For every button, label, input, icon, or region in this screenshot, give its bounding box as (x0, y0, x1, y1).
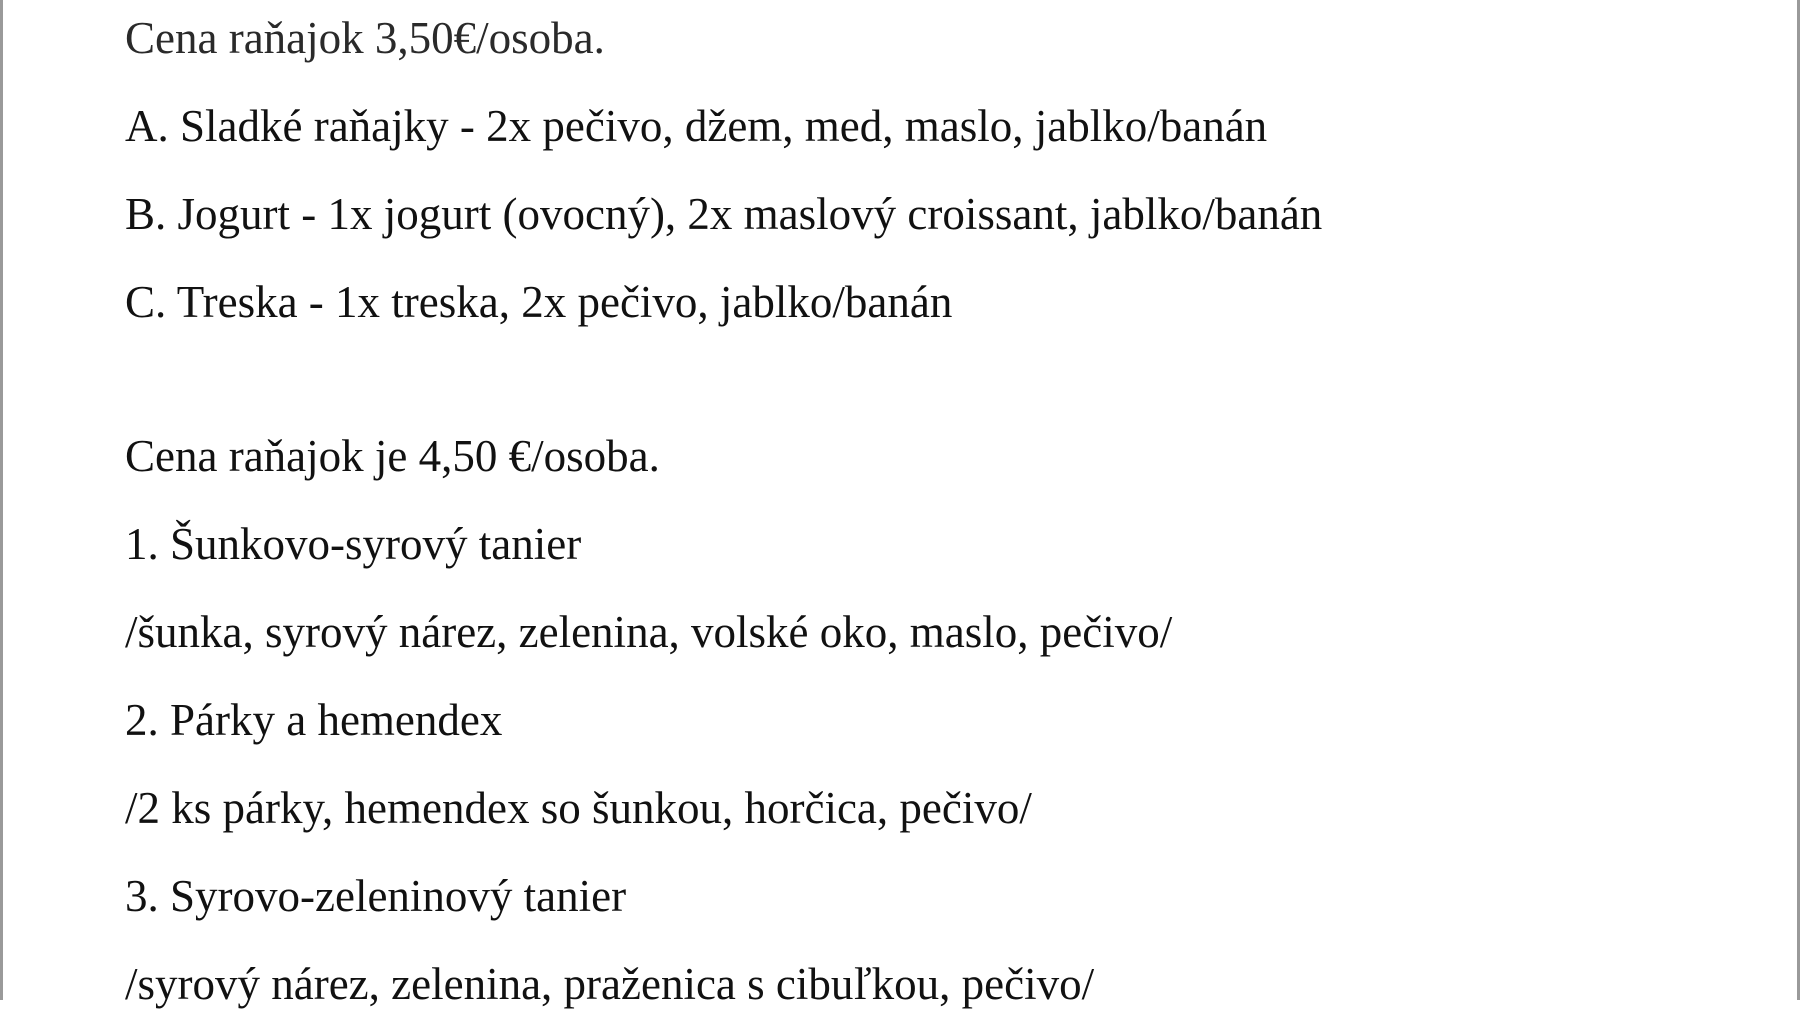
menu-item-1-detail: /šunka, syrový nárez, zelenina, volské oko, maslo, pečivo/ (125, 607, 1173, 657)
menu-item-3-detail: /syrový nárez, zelenina, praženica s cibuľkou, pečivo/ (125, 959, 1095, 1009)
menu-item-c: C. Treska - 1x treska, 2x pečivo, jablko/banán (125, 277, 953, 327)
menu-item-a: A. Sladké raňajky - 2x pečivo, džem, med, maslo, jablko/banán (125, 101, 1268, 151)
price-line-premium: Cena raňajok je 4,50 €/osoba. (125, 431, 660, 481)
price-line-basic: Cena raňajok 3,50€/osoba. (125, 13, 605, 63)
menu-item-1-title: 1. Šunkovo-syrový tanier (125, 519, 582, 569)
menu-item-2-detail: /2 ks párky, hemendex so šunkou, horčica, pečivo/ (125, 783, 1032, 833)
menu-item-b: B. Jogurt - 1x jogurt (ovocný), 2x maslový croissant, jablko/banán (125, 189, 1323, 239)
menu-item-2-title: 2. Párky a hemendex (125, 695, 503, 745)
menu-item-3-title: 3. Syrovo-zeleninový tanier (125, 871, 627, 921)
